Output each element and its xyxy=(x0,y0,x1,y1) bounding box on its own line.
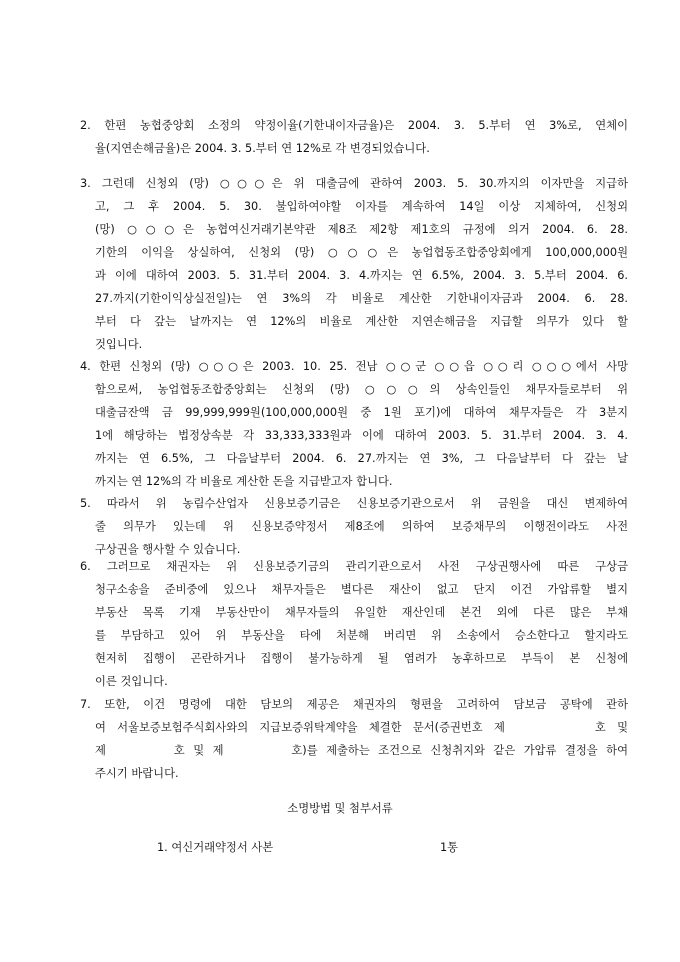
paragraph-7 xyxy=(80,693,628,785)
paragraph-line: 3. 그런데 신청외 (망) ○○○은 위 대출금에 관하여 2003. 5. 30.까지의 이자만을 지급하 xyxy=(80,177,628,190)
paragraph-line: 줄 의무가 있는데 위 신용보증약정서 제8조에 의하여 보증채무의 이행전이라도 사전 xyxy=(95,520,628,533)
paragraph-line: 부동산 목록 기재 부동산만이 채무자들의 유일한 재산인데 본건 외에 다른 많은 부채 xyxy=(95,606,628,619)
paragraph-line: (망) ○○○은 농협여신거래기본약관 제8조 제2항 제1호의 규정에 의거 2004. 6. 28. xyxy=(95,223,628,236)
paragraph-5 xyxy=(80,492,628,561)
paragraph-3 xyxy=(80,172,628,356)
paragraph-line: 기한의 이익을 상실하여, 신청외 (망) ○○○은 농업협동조합중앙회에게 100,000,000원 xyxy=(95,246,628,259)
paragraph-line: 6. 그러므로 채권자는 위 신용보증기금의 관리기관으로서 사전 구상권행사에 따른 구상금 xyxy=(80,560,628,573)
paragraph-line: 청구소송을 준비중에 있으나 채무자들은 별다른 재산이 없고 단지 이건 가압류할 별지 xyxy=(95,583,628,596)
paragraph-line: 까지는 연 12%의 각 비율로 계산한 돈을 지급받고자 합니다. xyxy=(95,475,393,488)
paragraph-line: 5. 따라서 위 농림수산업자 신용보증기금은 신용보증기관으로서 위 금원을 대신 변제하여 xyxy=(80,497,628,510)
paragraph-line: 2. 한편 농협중앙회 소정의 약정이율(기한내이자금율)은 2004. 3. 5.부터 연 3%로, 연체이 xyxy=(80,119,628,132)
paragraph-line: 이른 것입니다. xyxy=(95,675,168,688)
paragraph-line: 것입니다. xyxy=(95,338,143,351)
paragraph-2 xyxy=(80,114,628,160)
paragraph-line: 구상권을 행사할 수 있습니다. xyxy=(95,543,241,556)
paragraph-6 xyxy=(80,555,628,693)
attachment-label: 1. 여신거래약정서 사본 xyxy=(157,841,274,854)
paragraph-line: 주시기 바랍니다. xyxy=(95,767,179,780)
paragraph-line: 고, 그 후 2004. 5. 30. 불입하여야할 이자를 계속하여 14일 이상 지체하여, 신청외 xyxy=(95,200,628,213)
attachment-count: 1통 xyxy=(440,841,459,854)
paragraph-line: 27.까지(기한이익상실전일)는 연 3%의 각 비율로 계산한 기한내이자금과 2004. 6. 28. xyxy=(95,292,628,305)
paragraph-line: 제 호 및 제 호)를 제출하는 조건으로 신청취지와 같은 가압류 결정을 하여 xyxy=(95,744,628,757)
paragraph-line: 함으로써, 농업협동조합중앙회는 신청외 (망) ○○○의 상속인들인 채무자들로부터 위 xyxy=(95,383,628,396)
paragraph-line: 를 부담하고 있어 위 부동산을 타에 처분해 버리면 위 소송에서 승소한다고 할지라도 xyxy=(95,629,628,642)
paragraph-line: 여 서울보증보험주식회사와의 지급보증위탁계약을 체결한 문서(증권번호 제 호 및 xyxy=(95,721,628,734)
paragraph-4 xyxy=(80,355,628,493)
paragraph-line: 부터 다 갚는 날까지는 연 12%의 비율로 계산한 지연손해금을 지급할 의무가 있다 할 xyxy=(95,315,628,328)
paragraph-line: 4. 한편 신청외 (망) ○○○은 2003. 10. 25. 전남 ○○군 ○○읍 ○○리 ○○○에서 사망 xyxy=(80,360,628,373)
paragraph-line: 까지는 연 6.5%, 그 다음날부터 2004. 6. 27.까지는 연 3%, 그 다음날부터 다 갚는 날 xyxy=(95,452,628,465)
section-heading: 소명방법 및 첨부서류 xyxy=(287,802,393,815)
paragraph-line: 과 이에 대하여 2003. 5. 31.부터 2004. 3. 4.까지는 연 6.5%, 2004. 3. 5.부터 2004. 6. xyxy=(95,269,628,282)
paragraph-line: 율(지연손해금율)은 2004. 3. 5.부터 연 12%로 각 변경되었습니다. xyxy=(95,142,430,155)
paragraph-line: 7. 또한, 이건 명령에 대한 담보의 제공은 채권자의 형편을 고려하여 담보금 공탁에 관하 xyxy=(80,698,628,711)
paragraph-line: 1에 해당하는 법정상속분 각 33,333,333원과 이에 대하여 2003. 5. 31.부터 2004. 3. 4. xyxy=(95,429,628,442)
paragraph-line: 대출금잔액 금 99,999,999원(100,000,000원 중 1원 포기)에 대하여 채무자들은 각 3분지 xyxy=(95,406,628,419)
paragraph-line: 현저히 집행이 곤란하거나 집행이 불가능하게 될 염려가 농후하므로 부득이 본 신청에 xyxy=(95,652,628,665)
